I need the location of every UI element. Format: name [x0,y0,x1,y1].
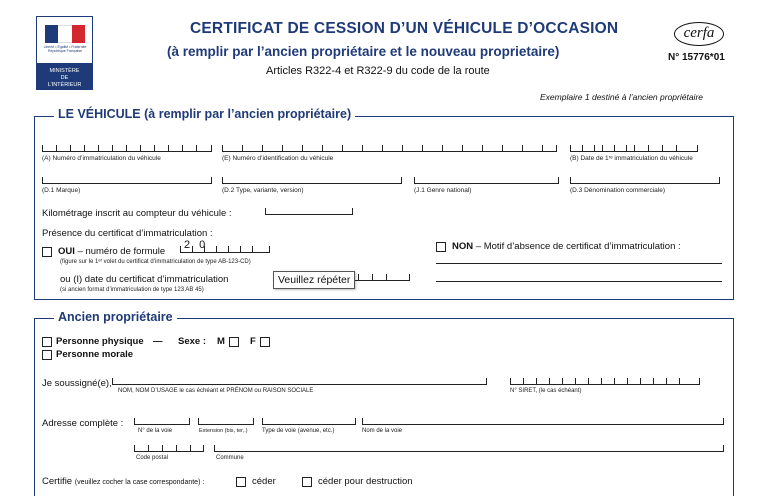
denomination-field[interactable] [570,174,720,184]
non-bold: NON [452,241,474,252]
tooltip: Veuillez répéter [273,271,355,289]
personne-physique-checkbox[interactable] [42,337,52,347]
oui-note: (figure sur le 1ᵉʳ volet du certificat d’immatriculation de type AB-123-CD) [60,259,251,265]
nom-field[interactable] [112,375,487,385]
genre-label: (J.1 Genre national) [414,187,472,194]
oui-checkbox[interactable] [42,247,52,257]
republic-motto: Liberté • Égalité • Fraternité République Française [43,45,87,53]
motif-line-2[interactable] [436,281,722,282]
cerfa-number: N° 15776*01 [668,52,725,63]
vehicle-section-title: LE VÉHICULE (à remplir par l’ancien propriétaire) [54,107,355,121]
sexe-m-checkbox[interactable] [229,337,239,347]
nom-voie-field[interactable] [362,415,724,425]
siret-field[interactable] [510,375,700,385]
ministry-logo [36,16,93,90]
oui-bold: OUI [58,246,75,257]
certifie-note: (veuillez cocher la case correspondante) : [74,479,205,486]
dash: — [153,336,163,347]
exemplaire-note: Exemplaire 1 destiné à l’ancien propriétaire [540,92,704,102]
commune-label: Commune [216,455,244,461]
personne-physique-label: Personne physique [56,336,144,347]
presence-label: Présence du certificat d’immatriculation : [42,228,213,239]
motif-line-1[interactable] [436,263,722,264]
non-checkbox[interactable] [436,242,446,252]
non-label [452,241,681,252]
identification-label: (E) Numéro d’identification du véhicule [222,155,334,162]
ceder-label: céder [252,476,276,487]
denomination-label: (D.3 Dénomination commerciale) [570,187,666,194]
form-articles: Articles R322-4 et R322-9 du code de la route [266,65,490,77]
marque-field[interactable] [42,174,212,184]
form-subtitle: (à remplir par l’ancien propriétaire et le nouveau proprietaire) [167,44,560,59]
ou-date-label: ou (I) date du certificat d’immatriculation [60,274,229,285]
personne-morale-label: Personne morale [56,349,134,360]
numero-voie-field[interactable] [134,415,190,425]
date-first-registration-label: (B) Date de 1ʳᵉ immatriculation du véhicule [570,155,693,162]
sexe-m-label: M [217,336,225,347]
extension-label: Extension (bis, ter,.) [199,428,248,434]
soussigne-label: Je soussigné(e), [42,378,112,389]
oui-rest: – numéro de formule [77,246,166,257]
nom-voie-label: Nom de la voie [362,428,403,434]
kilometrage-label: Kilométrage inscrit au compteur du véhicule : [42,208,232,219]
code-postal-field[interactable] [134,442,204,452]
identification-field[interactable] [222,142,557,152]
sexe-f-checkbox[interactable] [260,337,270,347]
cerfa-logo: cerfa [674,22,724,46]
marque-label: (D.1 Marque) [42,187,81,194]
nom-label: NOM, NOM D’USAGE le cas échéant et PRÉNOM ou RAISON SOCIALE [118,388,314,394]
ceder-checkbox[interactable] [236,477,246,487]
type-voie-label: Type de voie (avenue, etc.) [262,428,335,434]
ministry-line-2: DE [60,75,69,81]
sexe-f-label: F [250,336,256,347]
type-field[interactable] [222,174,402,184]
extension-field[interactable] [198,415,254,425]
date-first-registration-field[interactable] [570,142,698,152]
ministry-line-1: MINISTÈRE [49,68,80,74]
siret-label: N° SIRET, (le cas échéant) [510,388,582,394]
numero-formule-field[interactable] [180,239,270,253]
non-rest: – Motif d’absence de certificat d’immatriculation : [475,241,681,252]
adresse-label: Adresse complète : [42,418,124,429]
oui-label [58,246,165,257]
form-title: CERTIFICAT DE CESSION D’UN VÉHICULE D’OCCASION [190,20,619,37]
ministry-band [37,63,92,89]
immatriculation-field[interactable] [42,142,212,152]
sexe-label: Sexe : [178,336,206,347]
numero-voie-label: N° de la voie [138,428,173,434]
ceder-destruction-label: céder pour destruction [318,476,413,487]
ceder-destruction-checkbox[interactable] [302,477,312,487]
genre-field[interactable] [414,174,559,184]
certifie-label [42,476,204,487]
code-postal-label: Code postal [136,455,169,461]
personne-morale-checkbox[interactable] [42,350,52,360]
ancien-section-title: Ancien propriétaire [54,310,177,324]
type-voie-field[interactable] [262,415,356,425]
type-label: (D.2 Type, variante, version) [222,187,304,194]
immatriculation-label: (A) Numéro d’immatriculation du véhicule [42,155,161,162]
certifie-text: Certifie [42,476,73,487]
french-flag-icon [45,25,85,43]
ou-note: (si ancien format d’immatriculation de type 123 AB 45) [60,287,204,293]
commune-field[interactable] [214,442,724,452]
ministry-line-3: L’INTÉRIEUR [47,82,82,88]
numero-formule-value: 2 0 [184,239,209,251]
kilometrage-field[interactable] [265,205,353,215]
